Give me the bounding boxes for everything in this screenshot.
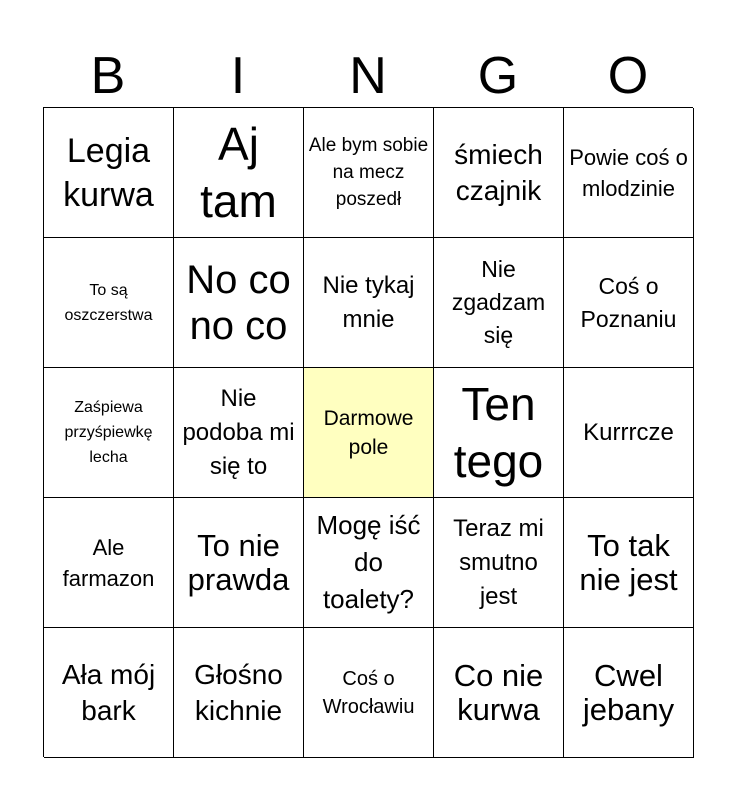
bingo-cell-free[interactable] (304, 368, 434, 498)
cell-text: śmiech czajnik (454, 138, 543, 206)
bingo-cell-r5c4[interactable] (434, 628, 564, 758)
cell-text: Teraz mi smutno jest (453, 514, 544, 610)
cell-text: Nie podoba mi się to (182, 384, 295, 480)
bingo-cell-r5c5[interactable] (564, 628, 694, 758)
cell-text: Zaśpiewa przyśpiewkę lecha (64, 399, 153, 466)
bingo-cell-r1c3[interactable] (304, 108, 434, 238)
cell-text: Ale bym sobie na mecz poszedł (308, 135, 429, 210)
bingo-cell-r4c1[interactable] (44, 498, 174, 628)
bingo-cell-r2c5[interactable] (564, 238, 694, 368)
cell-text: Coś o Wrocławiu (322, 667, 415, 718)
bingo-cell-r1c4[interactable] (434, 108, 564, 238)
bingo-cell-r2c3[interactable] (304, 238, 434, 368)
cell-text: Ale farmazon (62, 534, 155, 591)
cell-text: To tak nie jest (579, 527, 678, 597)
bingo-cell-r3c4[interactable] (434, 368, 564, 498)
bingo-cell-r1c2[interactable] (174, 108, 304, 238)
cell-text: Nie tykaj mnie (322, 271, 415, 333)
header-letter-n: N (349, 47, 387, 105)
cell-text: Ała mój bark (61, 658, 156, 726)
cell-text: Ten tego (453, 377, 544, 487)
bingo-header (43, 44, 693, 108)
bingo-cell-r4c4[interactable] (434, 498, 564, 628)
cell-text: No co no co (186, 257, 291, 348)
cell-text: Darmowe pole (323, 406, 414, 459)
bingo-cell-r2c4[interactable] (434, 238, 564, 368)
bingo-cell-r5c1[interactable] (44, 628, 174, 758)
header-letter-b: B (90, 47, 126, 105)
bingo-cell-r4c3[interactable] (304, 498, 434, 628)
bingo-cell-r5c3[interactable] (304, 628, 434, 758)
bingo-cell-r4c2[interactable] (174, 498, 304, 628)
bingo-cell-r3c2[interactable] (174, 368, 304, 498)
bingo-cell-r3c5[interactable] (564, 368, 694, 498)
header-letter-g: G (477, 47, 519, 105)
header-letter-i: I (230, 47, 246, 105)
cell-text: Coś o Poznaniu (580, 272, 677, 332)
cell-text: To są oszczerstwa (64, 281, 153, 324)
cell-text: Legia kurwa (63, 131, 154, 214)
bingo-cell-r2c1[interactable] (44, 238, 174, 368)
bingo-cell-r1c1[interactable] (44, 108, 174, 238)
bingo-cell-r3c1[interactable] (44, 368, 174, 498)
cell-text: Aj tam (200, 117, 277, 227)
cell-text: Co nie kurwa (453, 657, 544, 727)
cell-text: To nie prawda (187, 527, 290, 597)
cell-text: Powie coś o mlodzinie (569, 144, 688, 201)
cell-text: Mogę iść do toalety? (316, 510, 421, 614)
bingo-cell-r5c2[interactable] (174, 628, 304, 758)
cell-text: Głośno kichnie (194, 658, 283, 726)
cell-text: Kurrrcze (583, 418, 674, 446)
bingo-cell-r4c5[interactable] (564, 498, 694, 628)
header-letter-o: O (607, 47, 649, 105)
bingo-cell-r2c2[interactable] (174, 238, 304, 368)
cell-text: Cwel jebany (582, 657, 675, 727)
bingo-cell-r1c5[interactable] (564, 108, 694, 238)
bingo-grid (43, 107, 693, 757)
cell-text: Nie zgadzam się (451, 256, 546, 348)
